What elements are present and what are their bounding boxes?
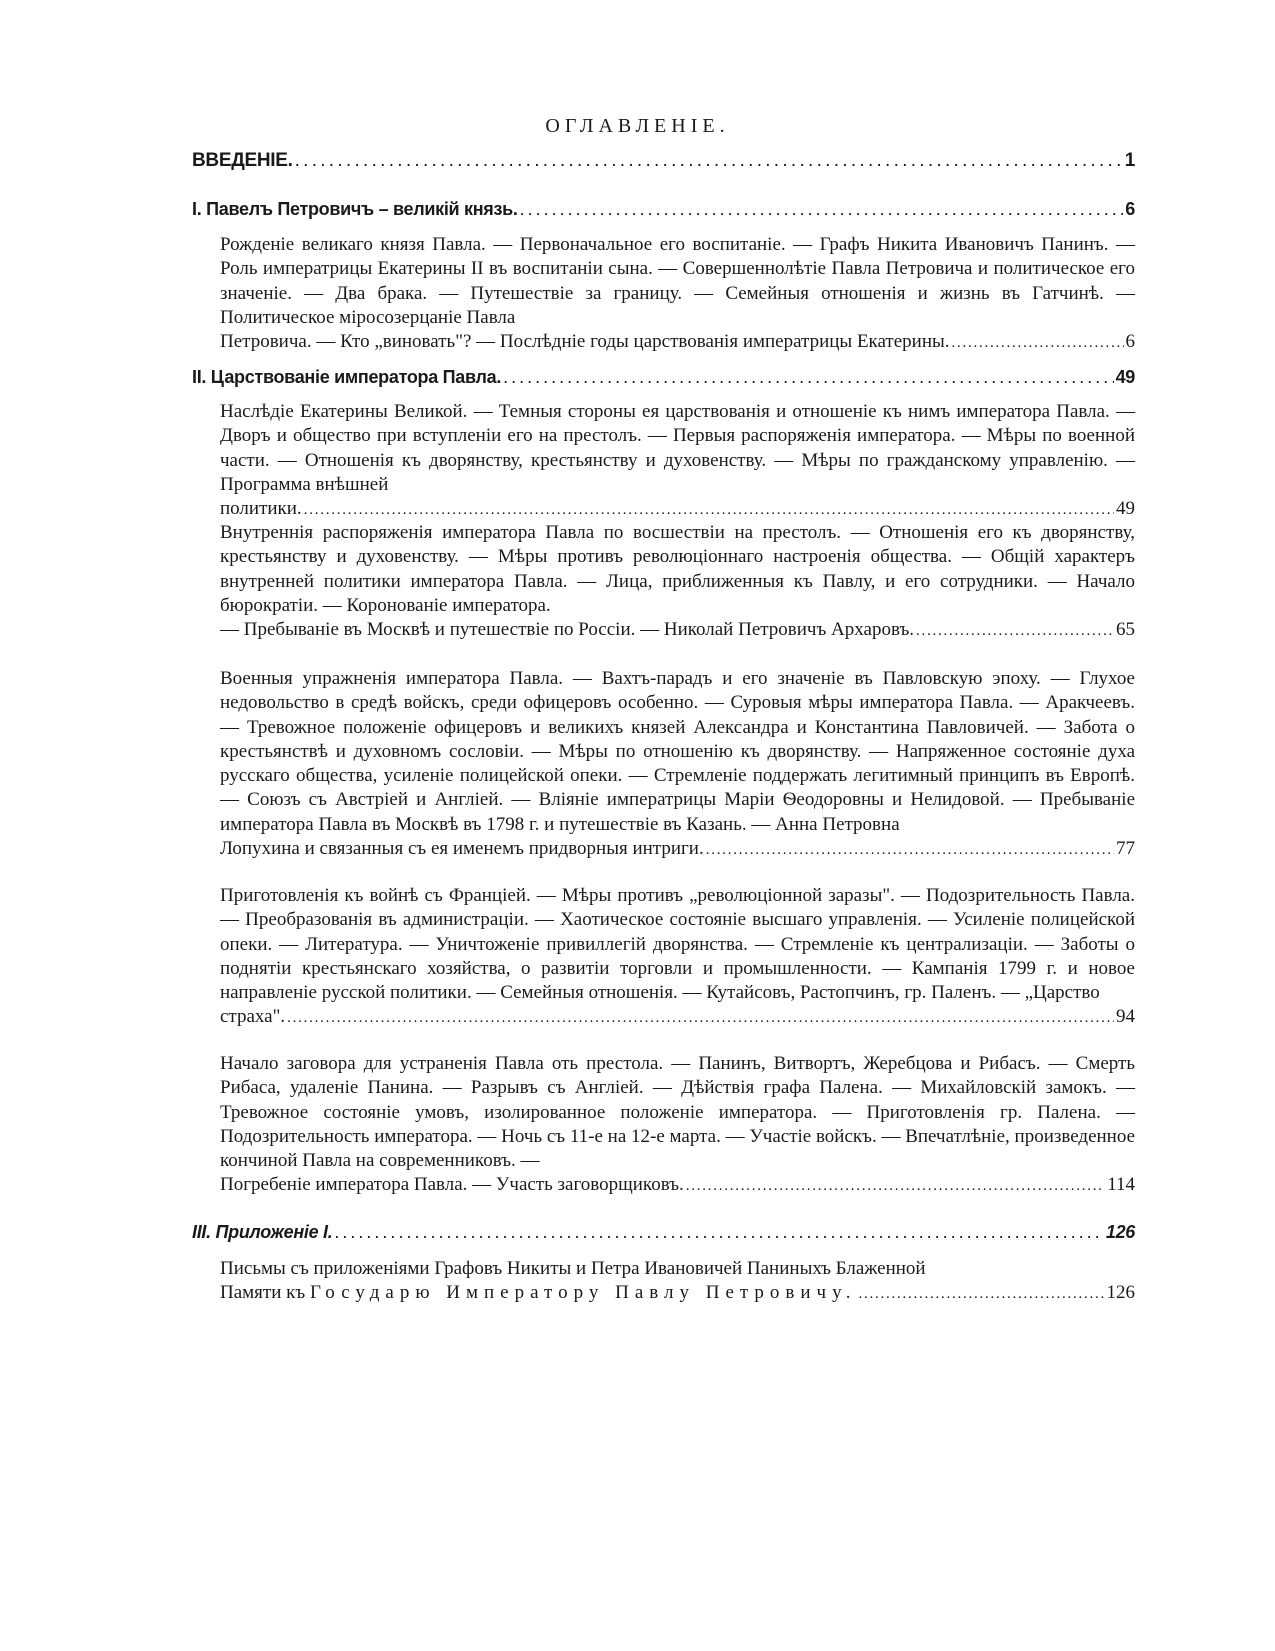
dot-leader xyxy=(287,1006,1114,1030)
page-number: 6 xyxy=(1125,331,1135,353)
entry-text: Начало заговора для устраненiя Павла оть престола. — Панинъ, Витвортъ, Жеребцова и Рибасъ. — Смерть Рибаса, удаленiе Панина. — Разрывъ съ Англiей. — Дѣйствiя графа Палена. — Михайловскiй замокъ. — Тревожное состоянiе умовъ, изолированное положенiе императора. — Приготовленiя гр. Палена. — Подозрительность императора. — Ночь съ 11-е на 12-е марта. — Участiе войскъ. — Впечатлѣнiе, произведенное кончиной Павла на современниковъ. — xyxy=(220,1053,1136,1172)
entry-tail-text: Погребенiе императора Павла. — Участь заговорщиковъ. xyxy=(220,1174,684,1196)
entry-last-line xyxy=(220,330,1135,355)
dot-leader xyxy=(952,331,1124,355)
toc-entry[interactable] xyxy=(220,521,1135,643)
toc-heading-appendix[interactable] xyxy=(192,1222,1135,1243)
page-number: 65 xyxy=(1116,619,1135,641)
toc-heading-intro[interactable] xyxy=(192,150,1135,172)
toc-entry[interactable] xyxy=(220,233,1135,355)
dot-leader xyxy=(334,1222,1103,1243)
entry-tail-text: — Пребыванiе въ Москвѣ и путешествiе по Россiи. — Николай Петровичъ Архаровъ. xyxy=(220,619,915,641)
page-number: 126 xyxy=(1105,1222,1135,1242)
entry-tail-text: политики. xyxy=(220,498,302,520)
entry-last-line xyxy=(220,497,1135,522)
dot-leader xyxy=(520,199,1124,220)
toc-entry[interactable] xyxy=(220,667,1135,862)
dot-leader xyxy=(503,367,1114,388)
entry-text: Рожденiе великаго князя Павла. — Первоначальное его воспитанiе. — Графъ Никита Ивановичъ Панинъ. — Роль императрицы Екатерины II въ воспитанiи сына. — Совершеннолѣтiе Павла Петровича и политическое его значенiе. — Два брака. — Путешествiе за границу. — Семейныя отношенiя и жизнь въ Гатчинѣ. — Политическое мiросозерцанiе Павла xyxy=(220,234,1135,328)
entry-text: Письмы съ приложенiями Графовъ Никиты и Петра Ивановичей Паниныхъ Блаженной xyxy=(220,1258,926,1279)
heading-label: III. Приложенiе I. xyxy=(192,1222,333,1242)
dot-leader xyxy=(858,1282,1104,1306)
entry-text: Внутреннiя распоряженiя императора Павла по восшествiи на престолъ. — Отношенiя его къ дворянству, крестьянству и духовенству. — Мѣры противъ революцiоннаго настроенiя общества. — Общiй характеръ внутренней политики императора Павла. — Лица, приближенныя къ Павлу, и его сотрудники. — Начало бюрократiи. — Коронованiе императора. xyxy=(220,522,1135,616)
page-number: 1 xyxy=(1124,150,1135,171)
toc-heading-chapter-2[interactable] xyxy=(192,367,1135,388)
page-number: 114 xyxy=(1107,1174,1135,1196)
heading-label: I. Павелъ Петровичъ – великiй князь. xyxy=(192,199,518,219)
entry-tail-text: страха". xyxy=(220,1006,286,1028)
toc-title: ОГЛАВЛЕНIЕ. xyxy=(545,115,730,137)
page-number: 77 xyxy=(1116,838,1135,860)
entry-last-line xyxy=(220,618,1135,643)
toc-entry[interactable] xyxy=(220,1257,1135,1307)
heading-label: ВВЕДЕНIЕ. xyxy=(192,150,293,171)
entry-tail-text: Лопухина и связанныя съ ея именемъ придворныя интриги. xyxy=(220,838,704,860)
entry-last-line xyxy=(220,1005,1135,1030)
toc-heading-chapter-1[interactable] xyxy=(192,199,1135,220)
dot-leader xyxy=(304,498,1114,522)
toc-entry[interactable] xyxy=(220,884,1135,1031)
entry-tail-text: Петровича. — Кто „виновать"? — Послѣднiе годы царствованiя императрицы Екатерины. xyxy=(220,331,950,353)
entry-text: Наслѣдiе Екатерины Великой. — Темныя стороны ея царствованiя и отношенiе къ нимъ императора Павла. — Дворъ и общество при вступленiи его на престолъ. — Первыя распоряженiя императора. — Мѣры по военной части. — Отношенiя къ дворянству, крестьянству и духовенству. — Мѣры по гражданскому управленiю. — Программа внѣшней xyxy=(220,401,1135,495)
dot-leader xyxy=(916,619,1114,643)
dot-leader xyxy=(706,838,1114,862)
page-number: 6 xyxy=(1125,199,1135,219)
entry-text: Военныя упражненiя императора Павла. — Вахтъ-парадъ и его значенiе въ Павловскую эпоху. — Глухое недовольство в средѣ войскъ, среди офицеровъ особенно. — Суровыя мѣры императора Павла. — Аракчеевъ. — Тревожное положенiе офицеровъ и великихъ князей Александра и Константина Павловичей. — Забота о крестьянствѣ и духовномъ сословiи. — Мѣры по отношенiю къ дворянству. — Напряженное состоянiе духа русскаго общества, усиленiе полицейской опеки. — Стремленiе поддержать легитимный принципъ въ Европѣ. — Союзъ съ Австрiей и Англiей. — Влiянiе императрицы Марiи Ѳеодоровны и Нелидовой. — Пребыванiе императора Павла въ Москвѣ въ 1798 г. и путешествiе въ Казань. — Анна Петровна xyxy=(220,668,1135,835)
page-number: 49 xyxy=(1116,498,1135,520)
entry-tail-plain: Памяти къ xyxy=(220,1282,306,1304)
entry-last-line xyxy=(220,837,1135,862)
entry-last-line xyxy=(220,1281,1135,1306)
toc-entry[interactable] xyxy=(220,1052,1135,1199)
toc-entry[interactable] xyxy=(220,400,1135,522)
entry-tail-spaced: Государю Императору Павлу Петровичу. xyxy=(309,1282,857,1304)
page-number: 94 xyxy=(1116,1006,1135,1028)
entry-last-line xyxy=(220,1173,1135,1198)
dot-leader xyxy=(295,150,1123,172)
dot-leader xyxy=(686,1174,1105,1198)
entry-text: Приготовленiя къ войнѣ съ Францiей. — Мѣры противъ „революцiонной заразы". — Подозрительность Павла. — Преобразованiя въ администрацiи. — Хаотическое состоянiе высшаго управленiя. — Усиленiе полицейской опеки. — Литература. — Уничтоженiе привиллегiй дворянства. — Стремленiе къ централизацiи. — Заботы о поднятiи крестьянскаго хозяйства, о развитiи торговли и промышленности. — Кампанiя 1799 г. и новое направленiе русской политики. — Семейныя отношенiя. — Кутайсовъ, Растопчинъ, гр. Паленъ. — „Царство xyxy=(220,885,1135,1004)
heading-label: II. Царствованiе императора Павла. xyxy=(192,367,502,387)
page-number: 49 xyxy=(1115,367,1135,387)
page-number: 126 xyxy=(1106,1282,1135,1304)
entry-tail-text xyxy=(220,1281,856,1305)
